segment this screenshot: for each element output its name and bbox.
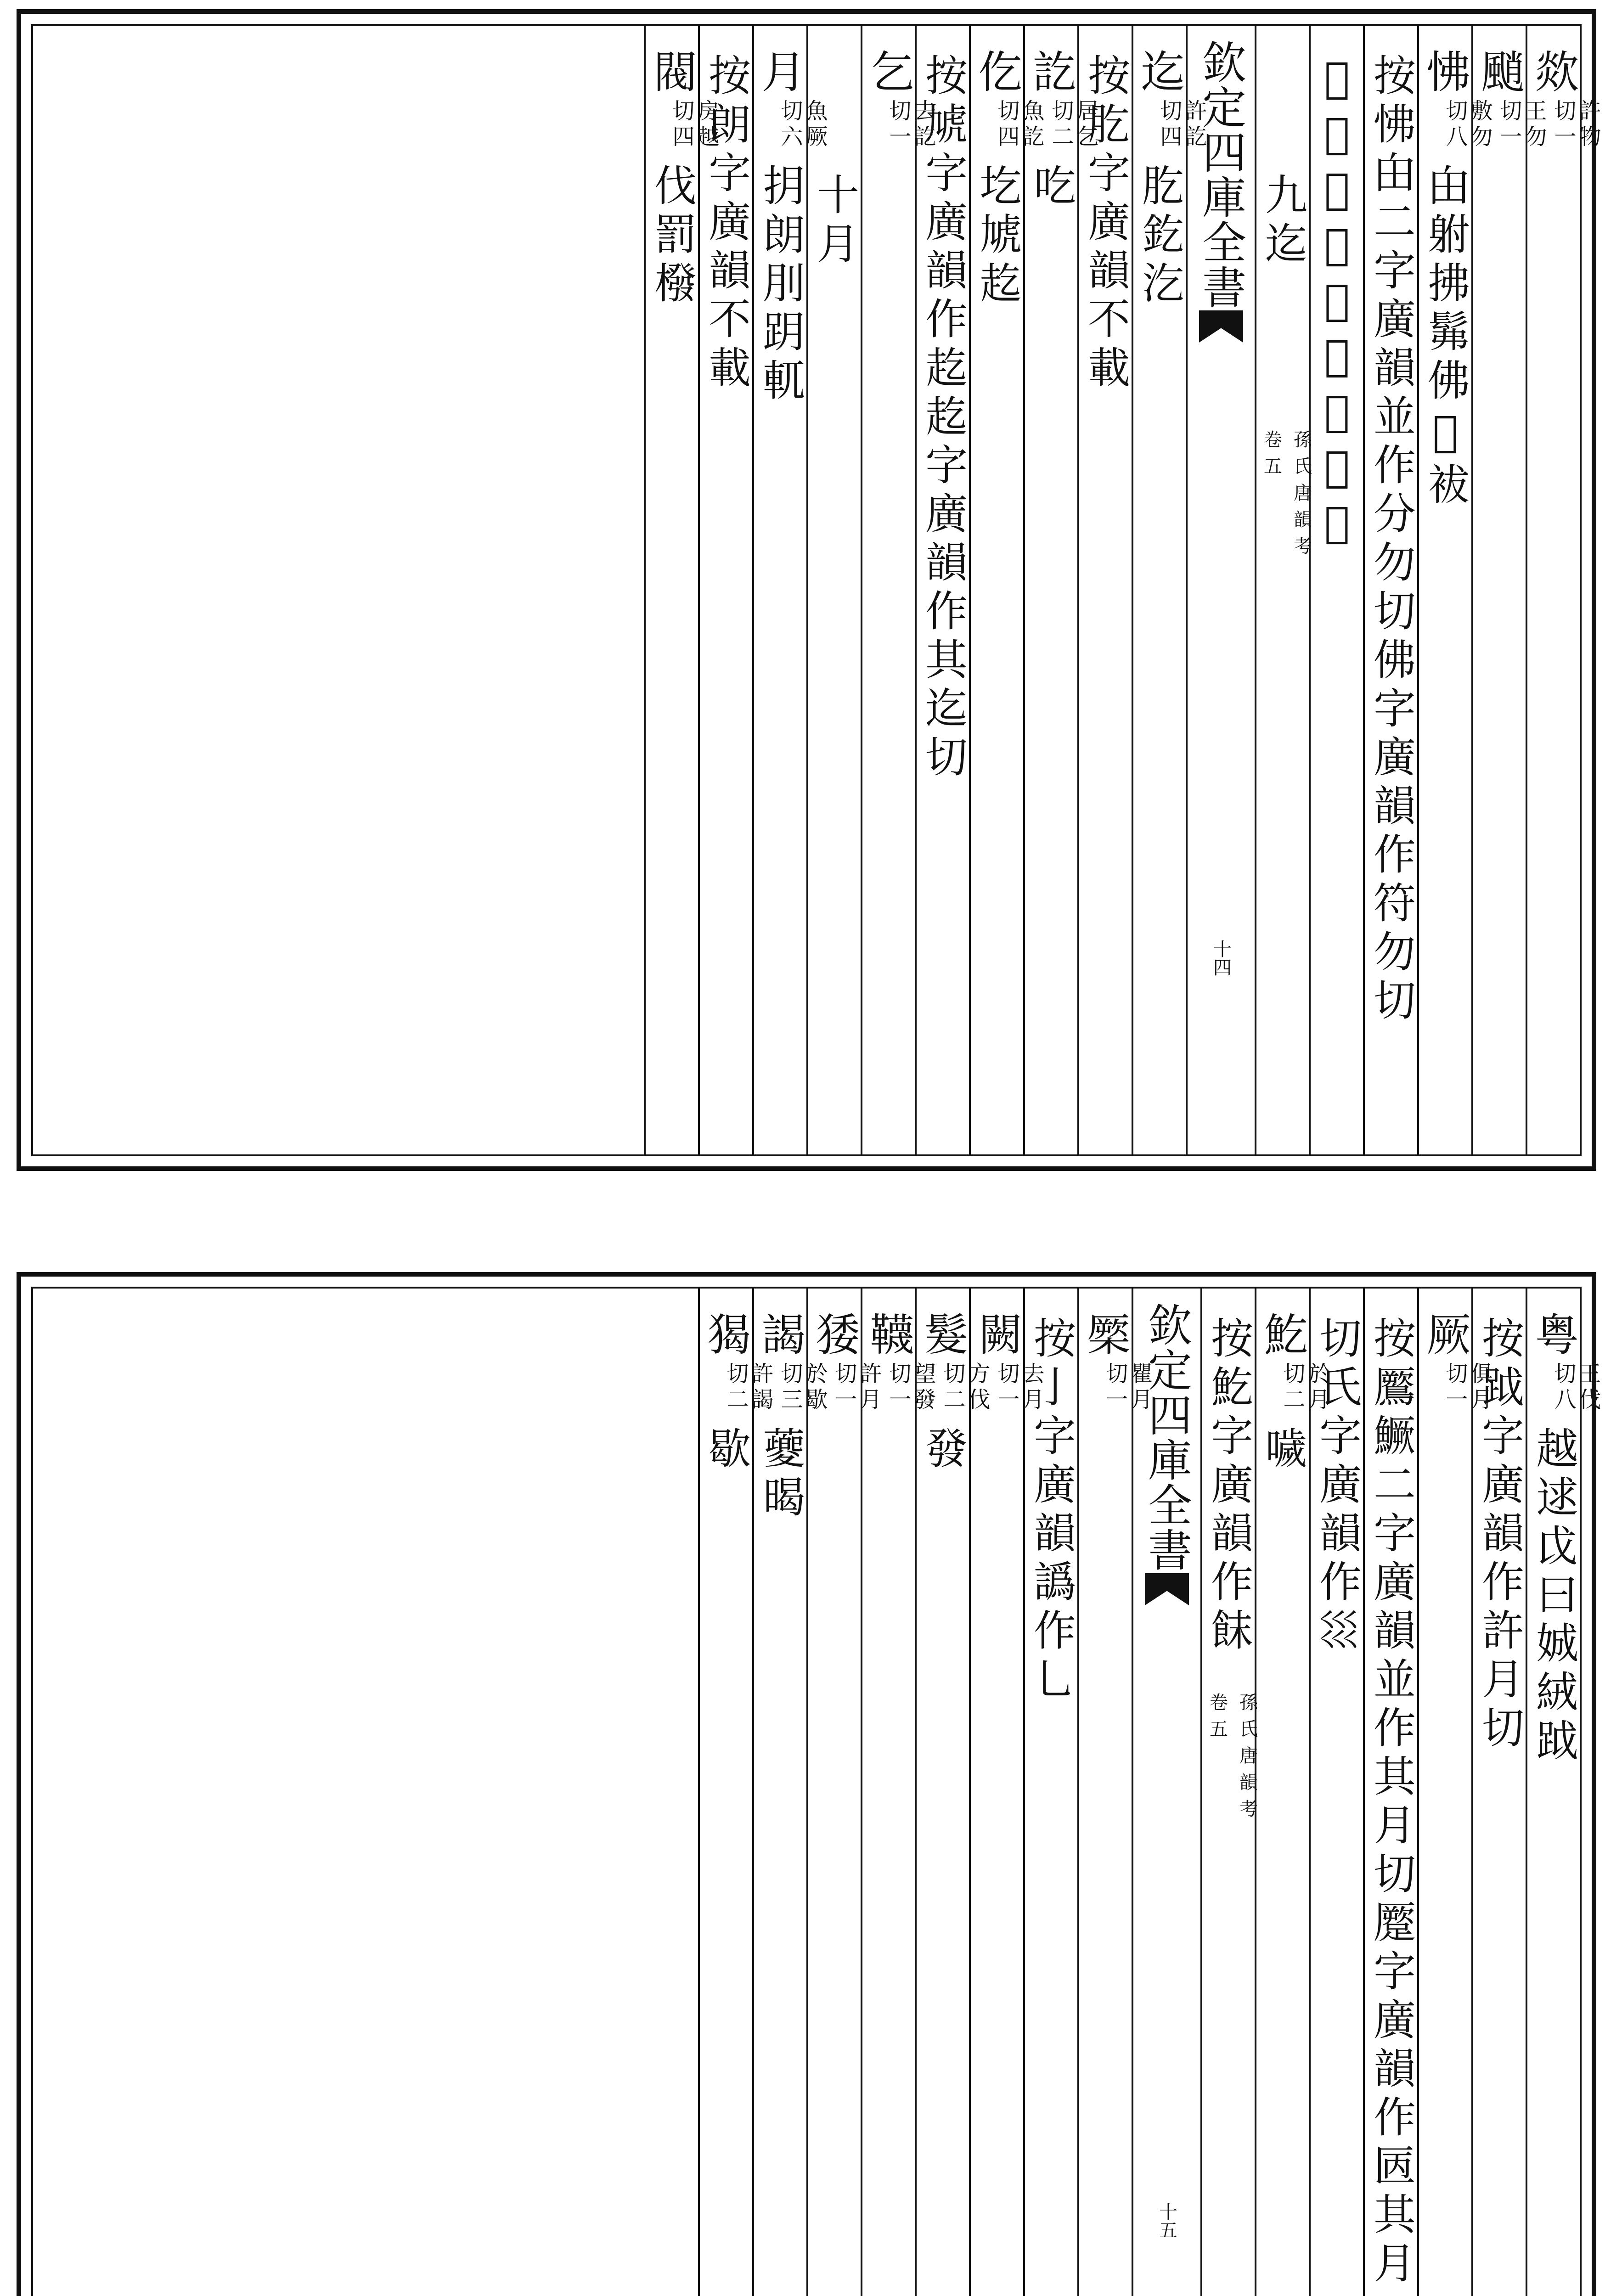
- column-text: 𧼈字廣韻作𧼈符勿切: [1312, 53, 1362, 553]
- column-text: 吃: [1027, 163, 1076, 212]
- note-line: 切四: [1156, 99, 1182, 151]
- note-line: 切八: [1442, 99, 1468, 151]
- column-text: 肐釳汔: [1135, 163, 1184, 310]
- note-line: 切一: [1550, 99, 1576, 151]
- column-text: 九迄: [1258, 173, 1307, 270]
- headword: 㹻: [809, 1311, 860, 1356]
- text-column: [802, 1289, 882, 2296]
- headword: 怫: [1419, 49, 1471, 93]
- headword: 乞: [863, 49, 914, 93]
- banner-page-number: 十四: [1210, 940, 1232, 976]
- text-column: [915, 1289, 990, 2296]
- text-column: [1526, 1289, 1601, 2296]
- column-text: 伐罰橃: [648, 163, 697, 310]
- headword: 猲: [700, 1311, 752, 1356]
- note-line: 切二: [723, 1362, 749, 1413]
- text-column: [1255, 1289, 1330, 2296]
- note-line: 切八: [1550, 1362, 1576, 1413]
- text-column: [1363, 1289, 1417, 2296]
- column-text: 按虓字廣韻作䞘䞘字廣韻作其迄切: [918, 53, 968, 783]
- note-line: 去月: [1019, 1362, 1044, 1413]
- text-column: [861, 1289, 936, 2296]
- banner-book: 孫氏唐韻考: [1236, 1693, 1258, 1826]
- banner-page-number: 十五: [1156, 2202, 1177, 2239]
- note-line: 許謁: [748, 1362, 773, 1413]
- top-page: [17, 9, 1601, 1171]
- text-column: [1363, 26, 1417, 1154]
- column-text: 歇: [702, 1426, 751, 1475]
- note-line: 切一: [1442, 1362, 1468, 1413]
- headword: 訖: [1025, 49, 1077, 93]
- text-column: [1417, 1289, 1492, 2296]
- text-column: [1255, 26, 1309, 1154]
- banner-title: 欽定四庫全書: [1195, 39, 1247, 310]
- text-column: [1467, 1289, 1526, 2296]
- note-line: 俱月: [1467, 1362, 1492, 1413]
- column-text: 甶䠵拂髴佛𧼈袚: [1421, 163, 1470, 511]
- text-column: [1023, 1289, 1077, 2296]
- text-column: [1023, 26, 1098, 1154]
- column-text: 噦: [1258, 1426, 1307, 1475]
- headword: 謁: [755, 1311, 806, 1356]
- headword: 颵: [1474, 49, 1525, 93]
- note-line: 切二: [1048, 99, 1074, 151]
- column-text: 切氏字廣韻作𡿭: [1312, 1316, 1362, 1657]
- note-line: 於月: [1304, 1362, 1330, 1413]
- text-column: [1417, 26, 1492, 1154]
- text-column: [1526, 26, 1601, 1154]
- text-column: [1467, 26, 1547, 1154]
- headword: 月: [755, 49, 806, 93]
- note-line: 魚訖: [1019, 99, 1044, 151]
- text-column: [1073, 26, 1132, 1154]
- headword: 迄: [1134, 49, 1185, 93]
- headword: 韈: [863, 1311, 914, 1356]
- column-text: 發: [918, 1426, 968, 1475]
- banner-volume: 卷五: [1206, 1693, 1228, 1746]
- headword: 髮: [917, 1311, 969, 1356]
- text-column: [1077, 1289, 1153, 2296]
- text-column: [969, 26, 1044, 1154]
- fish-tail-ornament: [1199, 310, 1243, 343]
- column-text: 按鷢鱖二字廣韻並作其月切蹷字廣韻作㔷其月: [1367, 1316, 1416, 2290]
- headword: 欻: [1528, 49, 1579, 93]
- note-line: 王伐: [1575, 1362, 1601, 1413]
- note-line: 魚厥: [802, 99, 828, 151]
- column-text: 按䰴字廣韻作䬴: [1204, 1316, 1253, 1657]
- column-text: 圪虓䞘: [973, 163, 1022, 310]
- text-column: [1309, 1289, 1363, 2296]
- bottom-page: [17, 1272, 1601, 2296]
- note-line: 切六: [777, 99, 803, 151]
- note-line: 切四: [669, 99, 694, 151]
- bottom-page-columns: [31, 1287, 1601, 2296]
- note-line: 切三: [777, 1362, 803, 1413]
- note-line: 切一: [1496, 99, 1522, 151]
- note-line: 房越: [693, 99, 719, 151]
- headword: 闕: [971, 1311, 1023, 1356]
- banner-volume: 卷五: [1261, 430, 1282, 483]
- note-line: 切二: [940, 1362, 965, 1413]
- column-text: 按肐字廣韻不載: [1081, 53, 1130, 394]
- column-text: 按怫甶二字廣韻並作分勿切佛字廣韻作符勿切: [1367, 53, 1416, 1027]
- note-line: 瞿月: [1127, 1362, 1153, 1413]
- note-line: 切四: [994, 99, 1019, 151]
- note-line: 許月: [856, 1362, 882, 1413]
- text-column: [802, 26, 861, 1154]
- headword: 橜: [1080, 1311, 1131, 1356]
- column-text: 十月: [810, 173, 859, 270]
- column-text: 越逑戉曰娍絨䟠: [1529, 1426, 1578, 1767]
- blank-column: [33, 26, 644, 1154]
- note-line: 敷勿: [1467, 99, 1492, 151]
- text-column: [1132, 26, 1207, 1154]
- note-line: 切一: [885, 1362, 911, 1413]
- column-text: 按朗字廣韻不載: [702, 53, 751, 394]
- text-column: [969, 1289, 1044, 2296]
- column-text: 按䟠字廣韻作許月切: [1475, 1316, 1524, 1754]
- note-line: 切一: [885, 99, 911, 151]
- note-line: 許物: [1575, 99, 1601, 151]
- note-line: 切一: [994, 1362, 1019, 1413]
- blank-column: [33, 1289, 698, 2296]
- text-column: [752, 1289, 828, 2296]
- column-text: 按亅字廣韻譌作乚: [1027, 1316, 1076, 1705]
- note-line: 望發: [910, 1362, 936, 1413]
- note-line: 王勿: [1521, 99, 1547, 151]
- headword: 厥: [1419, 1311, 1471, 1356]
- text-column: [698, 1289, 773, 2296]
- note-line: 切一: [831, 1362, 857, 1413]
- note-line: 居乞: [1073, 99, 1098, 151]
- text-column: [752, 26, 828, 1154]
- note-line: 許訖: [1181, 99, 1207, 151]
- text-column: [915, 26, 969, 1154]
- note-line: 切一: [1102, 1362, 1128, 1413]
- banner-book: 孫氏唐韻考: [1290, 430, 1312, 563]
- note-line: 於歇: [802, 1362, 828, 1413]
- text-column: [861, 26, 936, 1154]
- text-column: [644, 26, 719, 1154]
- note-line: 去訖: [910, 99, 936, 151]
- text-column: [698, 26, 752, 1154]
- note-line: 方伐: [964, 1362, 990, 1413]
- banner-title: 欽定四庫全書: [1141, 1302, 1193, 1572]
- headword: 閥: [646, 49, 698, 93]
- note-line: 切二: [1279, 1362, 1305, 1413]
- headword: 粤: [1528, 1311, 1579, 1356]
- fish-tail-ornament: [1145, 1573, 1189, 1605]
- top-page-columns: [31, 24, 1601, 1156]
- column-text: 抈朗刖跀軏: [756, 163, 805, 407]
- headword: 䰴: [1257, 1311, 1308, 1356]
- headword: 仡: [971, 49, 1023, 93]
- text-column: [1309, 26, 1363, 1154]
- column-text: 䕫暍: [756, 1426, 805, 1524]
